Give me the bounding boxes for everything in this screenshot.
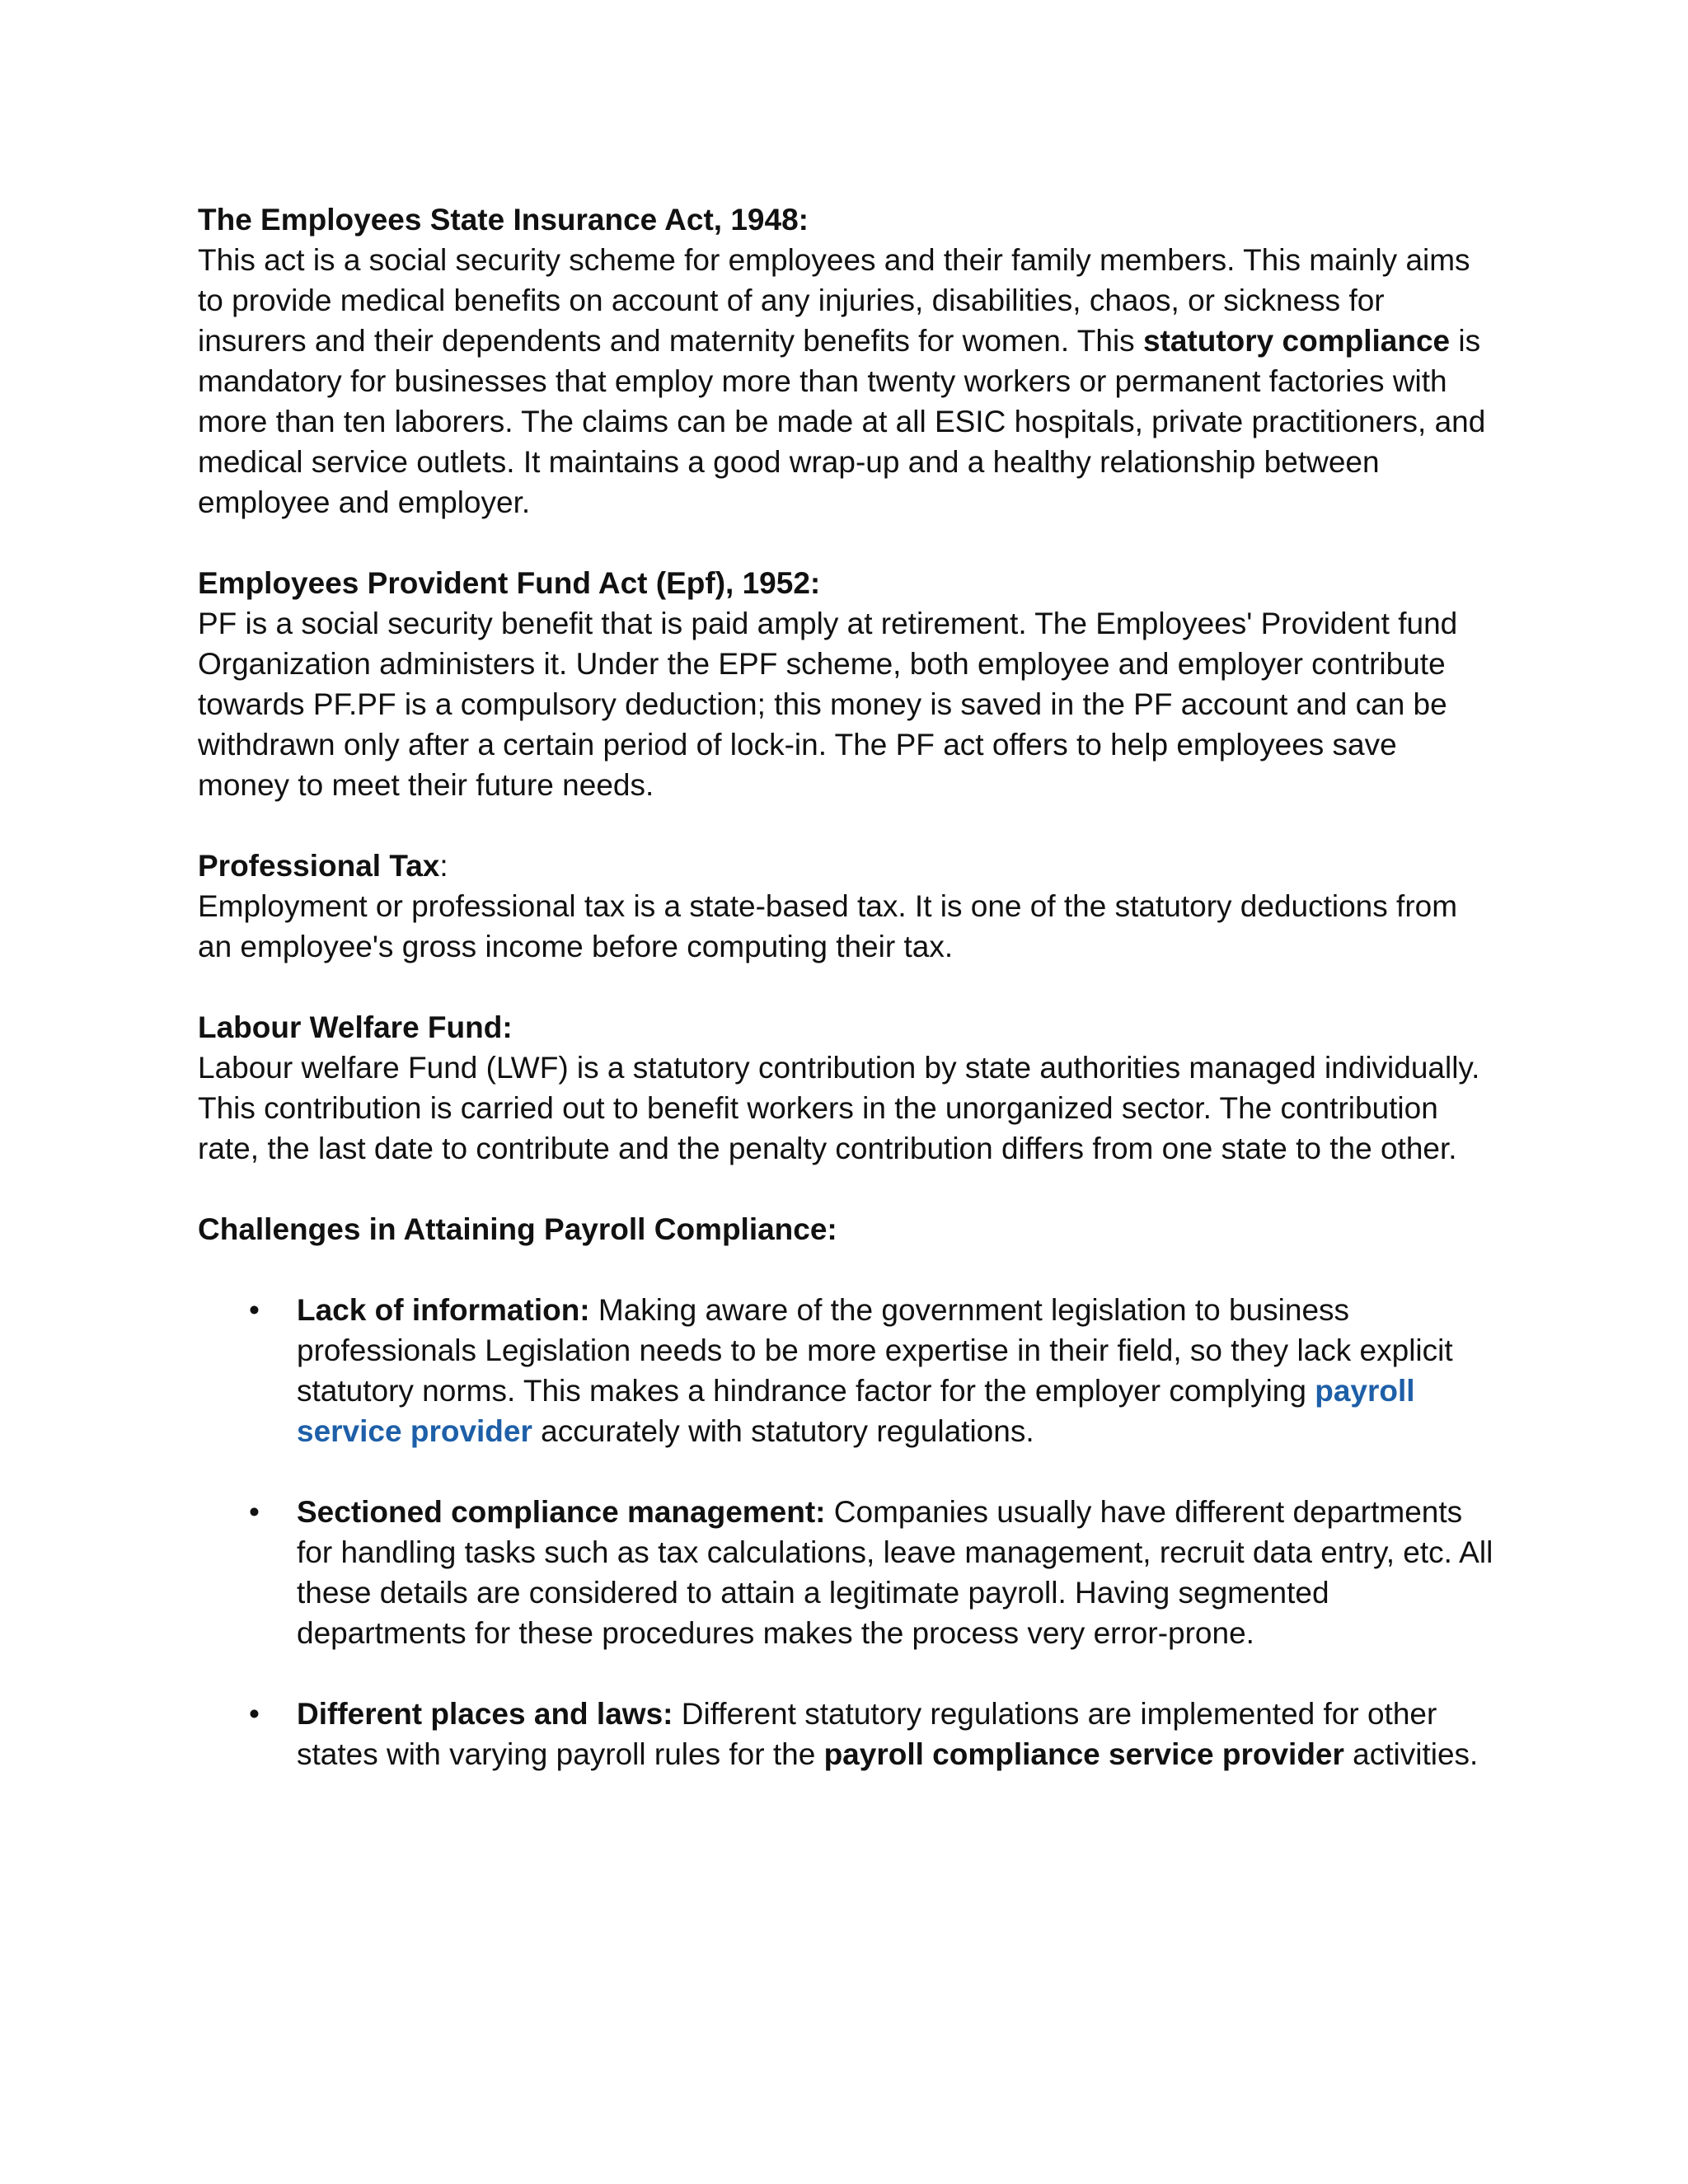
list-item <box>198 1694 1496 1774</box>
section-esi-act <box>198 199 1496 523</box>
section-body <box>198 240 1496 523</box>
section-heading: The Employees State Insurance Act, 1948: <box>198 203 809 237</box>
section-challenges <box>198 1209 1496 1774</box>
bold-term: statutory compliance <box>1142 324 1451 358</box>
item-label: Lack of information: <box>297 1293 590 1327</box>
section-heading-line <box>198 846 1496 886</box>
bullet-icon: • <box>249 1697 260 1731</box>
list-item <box>198 1492 1496 1653</box>
body-text: This act is a social security scheme for employees and their family members. This mainly aims to provide medical benefits on account of any injuries, disabilities, chaos, or sickness for insurers and their dependents and maternity benefits for women. This <box>198 243 1470 358</box>
bullet-icon: • <box>249 1495 260 1529</box>
payroll-service-provider-link[interactable]: payroll service provider <box>297 1374 1415 1448</box>
list-item <box>198 1290 1496 1451</box>
bold-term: payroll compliance service provider <box>823 1737 1344 1771</box>
document-content <box>198 199 1496 1815</box>
item-text: accurately with statutory regulations. <box>532 1414 1034 1448</box>
section-body: Employment or professional tax is a state-based tax. It is one of the statutory deductions from an employee's gross income before computing their tax. <box>198 889 1458 963</box>
item-label: Sectioned compliance management: <box>297 1495 826 1529</box>
challenge-list <box>198 1290 1496 1774</box>
bullet-icon: • <box>249 1293 260 1327</box>
heading-suffix: : <box>439 849 448 883</box>
section-heading: Challenges in Attaining Payroll Compliance: <box>198 1212 837 1246</box>
item-text: Making aware of the government legislation to business professionals Legislation needs to be more expertise in their field, so they lack explicit statutory norms. This makes a hindrance factor for the employer complying <box>297 1293 1453 1408</box>
section-labour-welfare-fund <box>198 1007 1496 1169</box>
section-heading: Employees Provident Fund Act (Epf), 1952: <box>198 566 821 600</box>
section-heading: Labour Welfare Fund: <box>198 1010 513 1044</box>
item-text: Companies usually have different departments for handling tasks such as tax calculations, leave management, recruit data entry, etc. All these details are considered to attain a legitimate payroll. Having segmented departments for these procedures makes the process very error-prone. <box>297 1495 1493 1650</box>
section-body: Labour welfare Fund (LWF) is a statutory contribution by state authorities managed individually. This contribution is carried out to benefit workers in the unorganized sector. The contribution rate, the last date to contribute and the penalty contribution differs from one state to the other. <box>198 1051 1480 1165</box>
section-body: PF is a social security benefit that is paid amply at retirement. The Employees' Provident fund Organization administers it. Under the EPF scheme, both employee and employer contribute towards PF.PF is a compulsory deduction; this money is saved in the PF account and can be withdrawn only after a certain period of lock-in. The PF act offers to help employees save money to meet their future needs. <box>198 607 1458 802</box>
section-heading: Professional Tax <box>198 849 440 883</box>
body-text: is mandatory for businesses that employ more than twenty workers or permanent factories with more than ten laborers. The claims can be made at all ESIC hospitals, private practitioners, and medical service outlets. It maintains a good wrap-up and a healthy relationship between employee and employer. <box>198 324 1486 519</box>
item-text: activities. <box>1343 1737 1479 1771</box>
item-text: Different statutory regulations are implemented for other states with varying payroll rules for the <box>297 1697 1437 1771</box>
section-professional-tax <box>198 846 1496 967</box>
section-epf-act <box>198 563 1496 805</box>
item-label: Different places and laws: <box>297 1697 673 1731</box>
